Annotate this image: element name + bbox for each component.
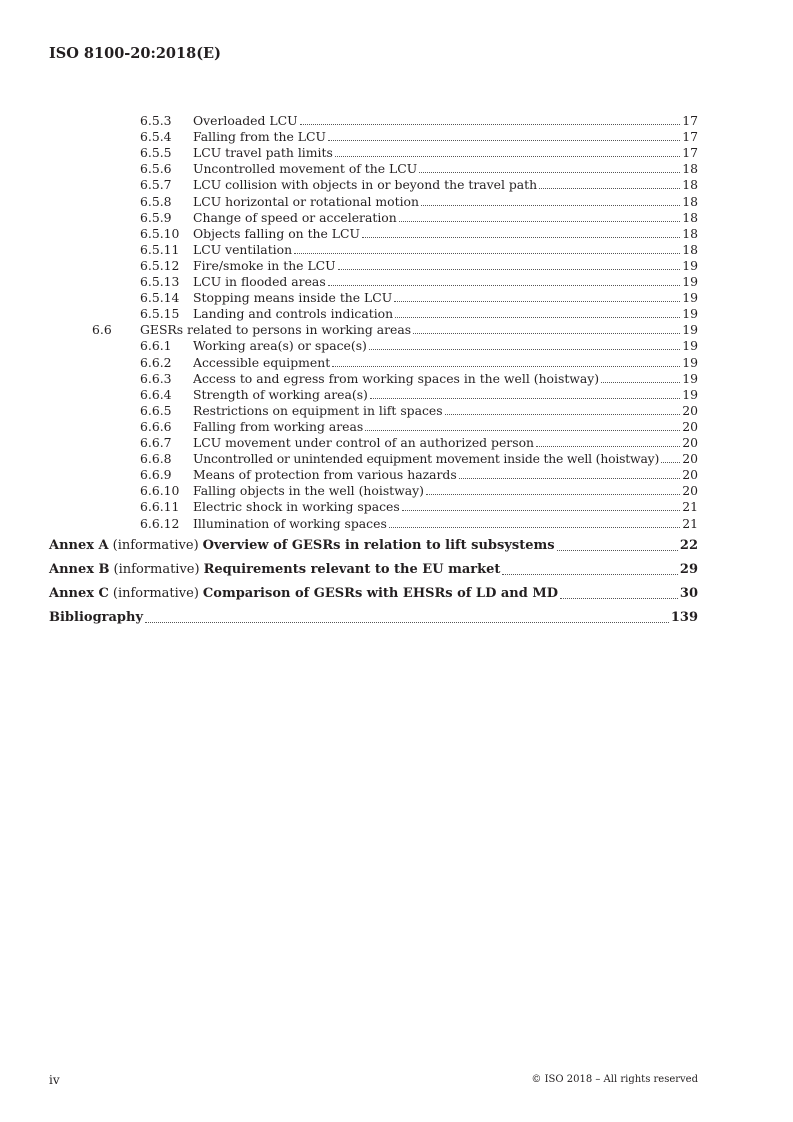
toc-entry-page: 17 [682,145,698,161]
toc-entry-title: Fire/smoke in the LCU [193,257,336,273]
toc-entry-page: 19 [682,306,698,322]
toc-entry[interactable] [140,210,698,226]
toc-entry-number: 6.6.4 [140,386,172,402]
dot-leader [395,317,680,318]
toc-entry[interactable] [140,242,698,258]
dot-leader [413,333,680,334]
dot-leader [294,253,680,254]
toc-entry-number: 6.6.1 [140,338,172,354]
dot-leader [536,446,680,447]
toc-entry-title: LCU collision with objects in or beyond the travel path [193,177,538,193]
toc-entry-page: 18 [682,177,698,193]
toc-entry-title: Restrictions on equipment in lift spaces [193,402,443,418]
toc-entry-page: 19 [682,290,698,306]
dot-leader [328,140,680,141]
toc-entry-number: 6.6.11 [140,499,180,515]
toc-entry-number: 6.5.3 [140,113,172,128]
toc-entry-number: 6.5.10 [140,225,180,241]
toc-entry-number: 6.6.9 [140,467,172,483]
document-header: ISO 8100-20:2018(E) [49,45,221,62]
toc-entry-title: LCU travel path limits [193,145,333,161]
toc-entry-title: Change of speed or acceleration [193,209,397,225]
toc-entry-title: Falling objects in the well (hoistway) [193,483,424,499]
toc-entry-title: Means of protection from various hazards [193,467,457,483]
toc-entry-title: Illumination of working spaces [193,515,387,531]
toc-entry-page: 19 [682,338,698,354]
toc-entry-page: 21 [682,499,698,515]
toc-entry-page: 20 [682,451,698,467]
annex-title: Comparison of GESRs with EHSRs of LD and MD [202,586,559,601]
dot-leader [328,285,681,286]
toc-entry-page: 20 [682,483,698,499]
toc-entry-title: LCU horizontal or rotational motion [193,193,419,209]
toc-entry-page: 18 [682,241,698,257]
toc-entry-title: LCU movement under control of an authorized person [193,435,535,450]
annex-title: Requirements relevant to the EU market [203,562,501,577]
annex-page: 30 [679,586,698,601]
toc-entry-title: Access to and egress from working spaces in the well (hoistway) [193,370,600,386]
toc-entry-page: 18 [682,225,698,241]
toc-entry-page: 17 [682,113,698,128]
toc-entry-title: Working area(s) or space(s) [193,338,367,354]
toc-entry-page: 19 [682,386,698,402]
toc-entry-number: 6.6 [92,322,112,338]
toc-entry[interactable] [140,290,698,306]
dot-leader [426,494,680,495]
dot-leader [601,382,680,383]
dot-leader [539,188,680,189]
toc-entry-title: Accessible equipment [193,354,331,370]
toc-entry-title: Objects falling on the LCU [193,225,360,241]
annex-page: 29 [679,562,698,577]
toc-entry-number: 6.6.2 [140,354,172,370]
toc-entry-page: 18 [682,193,698,209]
dot-leader [459,478,681,479]
toc-entry[interactable] [140,355,698,371]
annex-label: Annex A [49,538,109,553]
toc-entry[interactable] [140,129,698,145]
toc-entry-page: 19 [682,370,698,386]
dot-leader [557,550,678,551]
toc-entry[interactable] [140,371,698,387]
dot-leader [335,156,680,157]
annex-kind: (informative) [113,562,200,577]
toc-entry-page: 19 [682,257,698,273]
toc-entry[interactable] [140,161,698,177]
dot-leader [389,527,680,528]
toc-entry-number: 6.5.11 [140,241,180,257]
dot-leader [370,398,680,399]
toc-entry[interactable] [140,226,698,242]
toc-entry[interactable] [140,194,698,210]
toc-entry[interactable] [140,435,698,451]
toc-entry[interactable] [140,516,698,532]
copyright-notice: © ISO 2018 – All rights reserved [531,1074,698,1085]
toc-entry-number: 6.5.4 [140,129,172,145]
annex-title: Overview of GESRs in relation to lift subsystems [202,538,555,553]
toc-entry[interactable] [140,403,698,419]
toc-entry-number: 6.6.7 [140,435,172,450]
toc-annex-c[interactable] [49,585,698,603]
annex-label: Annex C [49,586,109,601]
toc-section-entry[interactable] [92,322,698,338]
dot-leader [661,462,680,463]
toc-entry-page: 18 [682,209,698,225]
toc-entry-title: Uncontrolled movement of the LCU [193,161,418,177]
toc-entry-page: 18 [682,161,698,177]
toc-entry[interactable] [140,451,698,467]
annex-kind: (informative) [112,586,199,601]
toc-entry[interactable] [140,145,698,161]
dot-leader [419,172,680,173]
toc-entry-number: 6.5.6 [140,161,172,177]
dot-leader [399,221,680,222]
toc-entry-title: Landing and controls indication [193,306,394,322]
toc-entry-number: 6.5.12 [140,257,180,273]
dot-leader [362,237,680,238]
dot-leader [445,414,681,415]
toc-entry-title: Stopping means inside the LCU [193,290,393,306]
dot-leader [145,622,669,623]
toc-entry-number: 6.5.9 [140,209,172,225]
annex-kind: (informative) [112,538,199,553]
toc-entry-number: 6.6.3 [140,370,172,386]
toc-entry[interactable] [140,483,698,499]
toc-entry-page: 20 [682,435,698,450]
toc-entry-page: 20 [682,402,698,418]
toc-entry-number: 6.5.7 [140,177,172,193]
toc-bibliography[interactable] [49,609,698,627]
toc-entry[interactable] [140,499,698,515]
toc-entry[interactable] [140,338,698,354]
toc-entry-page: 20 [682,418,698,434]
toc-entry-page: 19 [682,354,698,370]
dot-leader [394,301,680,302]
toc-entry[interactable] [140,113,698,129]
toc-entry-number: 6.6.10 [140,483,180,499]
toc-entry-number: 6.5.13 [140,274,180,289]
toc-entry[interactable] [140,258,698,274]
toc-entry-number: 6.5.15 [140,306,180,322]
toc-entry-number: 6.5.14 [140,290,180,306]
toc-entry-title: Falling from working areas [193,418,364,434]
toc-entry[interactable] [140,419,698,435]
toc-entry-title: Falling from the LCU [193,129,326,145]
dot-leader [369,349,680,350]
toc-entry-page: 17 [682,129,698,145]
bibliography-title: Bibliography [49,610,144,625]
toc-entry-page: 19 [682,274,698,289]
toc-entry-number: 6.6.12 [140,515,180,531]
annex-label: Annex B [49,562,110,577]
toc-entry-title: Strength of working area(s) [193,386,368,402]
toc-entry-title: LCU in flooded areas [193,274,326,289]
toc-entry[interactable] [140,467,698,483]
dot-leader [560,598,678,599]
toc-entry-number: 6.6.6 [140,418,172,434]
toc-entry-title: Uncontrolled or unintended equipment movement inside the well (hoistway) [193,451,660,467]
annex-page: 22 [679,538,698,553]
toc-entry-title: Electric shock in working spaces [193,499,400,515]
toc-entry-title: GESRs related to persons in working areas [140,322,412,338]
dot-leader [502,574,678,575]
dot-leader [402,510,681,511]
toc-entry-page: 20 [682,467,698,483]
dot-leader [421,205,680,206]
toc-entry-title: LCU ventilation [193,241,293,257]
toc-entry-number: 6.5.5 [140,145,172,161]
toc-entry-title: Overloaded LCU [193,113,298,128]
toc-entry[interactable] [140,177,698,193]
toc-entry-number: 6.6.5 [140,402,172,418]
toc-entry[interactable] [140,274,698,290]
dot-leader [332,366,680,367]
page-number: iv [49,1073,60,1087]
toc-annex-a[interactable] [49,537,698,555]
toc-annex-b[interactable] [49,561,698,579]
toc-entry[interactable] [140,387,698,403]
dot-leader [365,430,680,431]
dot-leader [300,124,681,125]
toc-entry[interactable] [140,306,698,322]
bibliography-page: 139 [670,610,698,625]
toc-entry-page: 21 [682,515,698,531]
dot-leader [338,269,681,270]
toc-entry-number: 6.5.8 [140,193,172,209]
toc-entry-number: 6.6.8 [140,451,172,467]
toc-entry-page: 19 [682,322,698,338]
